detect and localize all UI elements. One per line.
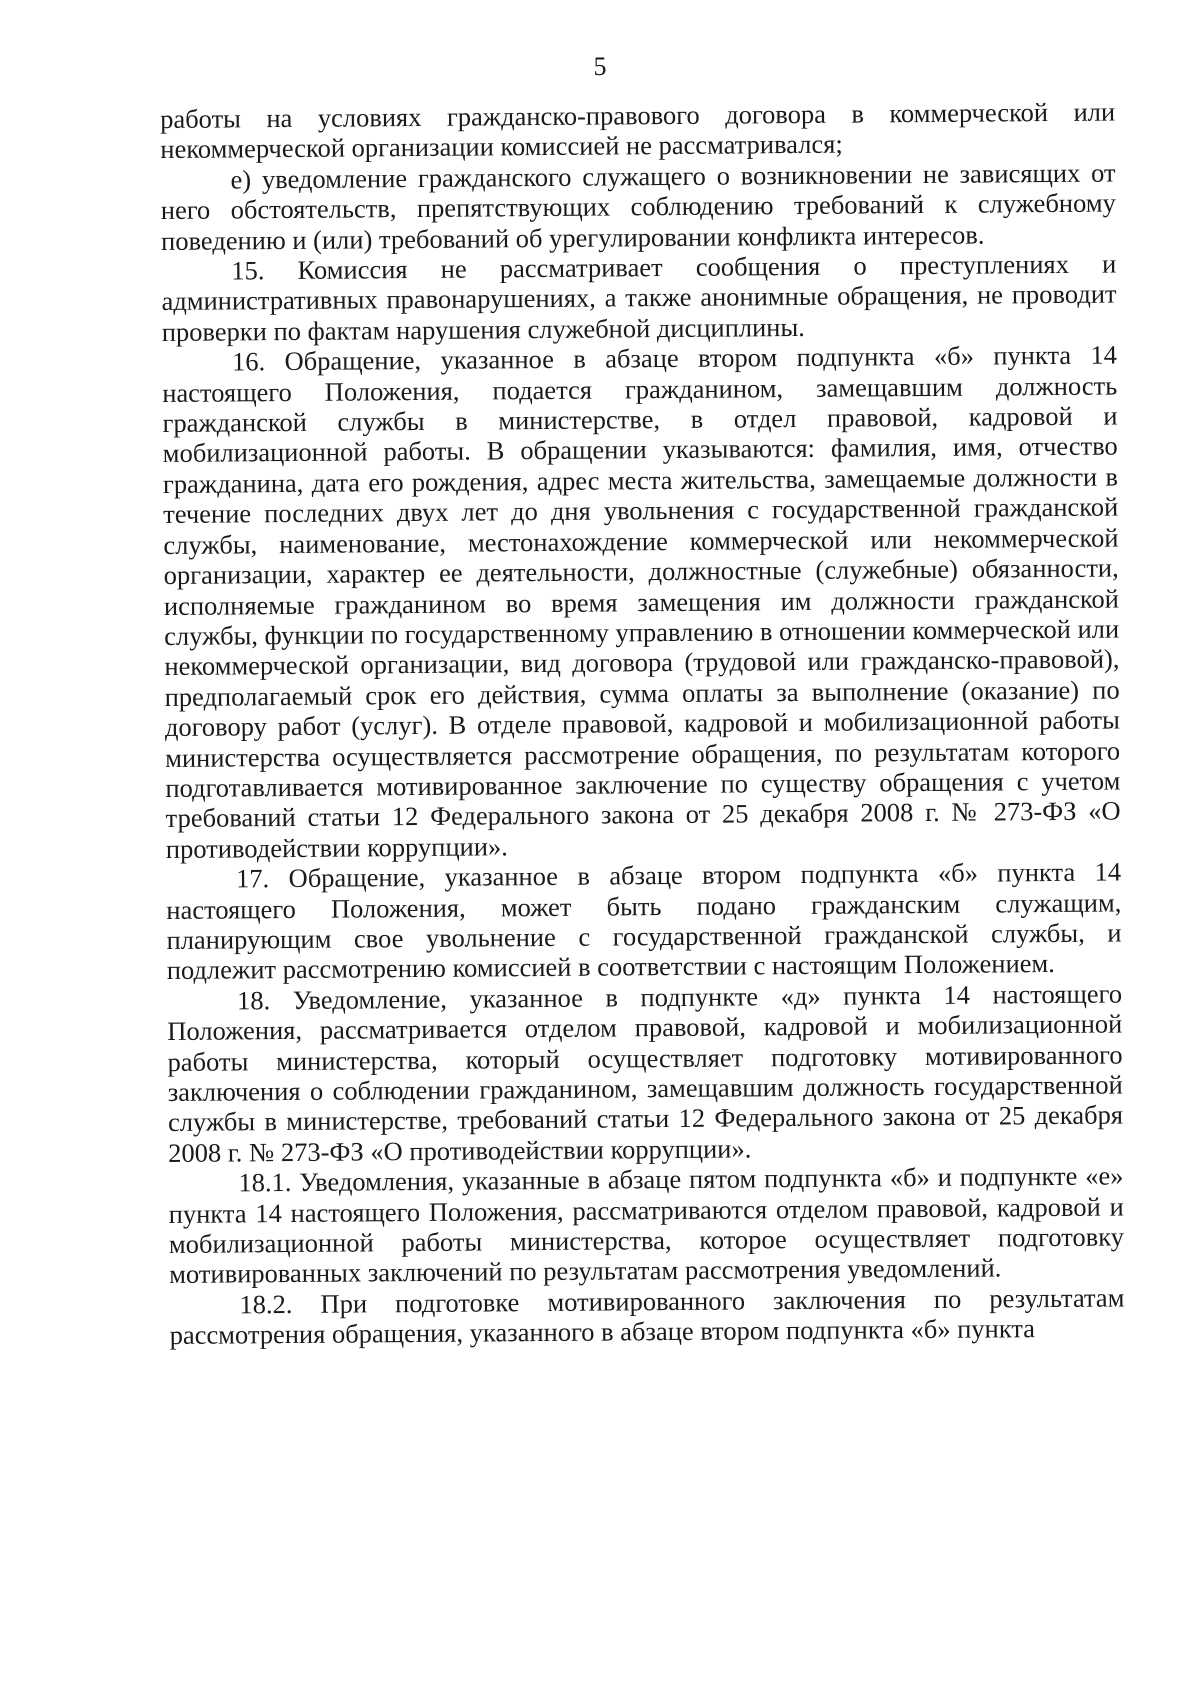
paragraph-17: 17. Обращение, указанное в абзаце втором подпункта «б» пункта 14 настоящего Положения, может быть подано гражданским служащим, планирующим свое увольнение с государственной гражданской службы, и подлежит рассмотрению комиссией в соответствии с настоящим Положением. [166,856,1122,986]
paragraph-15: 15. Комиссия не рассматривает сообщения о преступлениях и административных правонарушениях, а также анонимные обращения, не проводит проверки по фактам нарушения служебной дисциплины. [161,248,1117,347]
paragraph-18-2: 18.2. При подготовке мотивированного заключения по результатам рассмотрения обращения, указанного в абзаце втором подпункта «б» пункта [169,1282,1125,1351]
paragraph-continuation: работы на условиях гражданско-правового договора в коммерческой или некоммерческой организации комиссией не рассматривался; [160,96,1116,165]
paragraph-18-1: 18.1. Уведомления, указанные в абзаце пятом подпункта «б» и подпункте «е» пункта 14 настоящего Положения, рассматриваются отделом правовой, кадровой и мобилизационной работы министерства, которое осуществляет подготовку мотивированных заключений по результатам рассмотрения уведомлений. [168,1160,1125,1290]
page-number: 5 [593,52,607,81]
paragraph-18: 18. Уведомление, указанное в подпункте «д» пункта 14 настоящего Положения, рассматривается отделом правовой, кадровой и мобилизационной работы министерства, который осуществляет подготовку мотивированного заключения о соблюдении гражданином, замещавшим должность государственной службы в министерстве, требований статьи 12 Федерального закона от 25 декабря 2008 г. № 273-ФЗ «О противодействии коррупции». [167,978,1124,1168]
paragraph-subitem-e: е) уведомление гражданского служащего о возникновении не зависящих от него обстоятельств, препятствующих соблюдению требований к служебному поведению и (или) требований об урегулировании конфликта интересов. [160,157,1116,256]
document-body [160,96,1125,1350]
paragraph-16: 16. Обращение, указанное в абзаце втором подпункта «б» пункта 14 настоящего Положения, подается гражданином, замещавшим должность гражданской службы в министерстве, в отдел правовой, кадровой и мобилизационной работы. В обращении указываются: фамилия, имя, отчество гражданина, дата его рождения, адрес места жительства, замещаемые должности в течение последних двух лет до дня увольнения с государственной гражданской службы, наименование, местонахождение коммерческой или некоммерческой организации, характер ее деятельности, должностные (служебные) обязанности, исполняемые гражданином во время замещения им должности гражданской службы, функции по государственному управлению в отношении коммерческой или некоммерческой организации, вид договора (трудовой или гражданско-правовой), предполагаемый срок его действия, сумма оплаты за выполнение (оказание) по договору работ (услуг). В отделе правовой, кадровой и мобилизационной работы министерства осуществляется рассмотрение обращения, по результатам которого подготавливается мотивированное заключение по существу обращения с учетом требований статьи 12 Федерального закона от 25 декабря 2008 г. № 273-ФЗ «О противодействии коррупции». [162,339,1121,864]
